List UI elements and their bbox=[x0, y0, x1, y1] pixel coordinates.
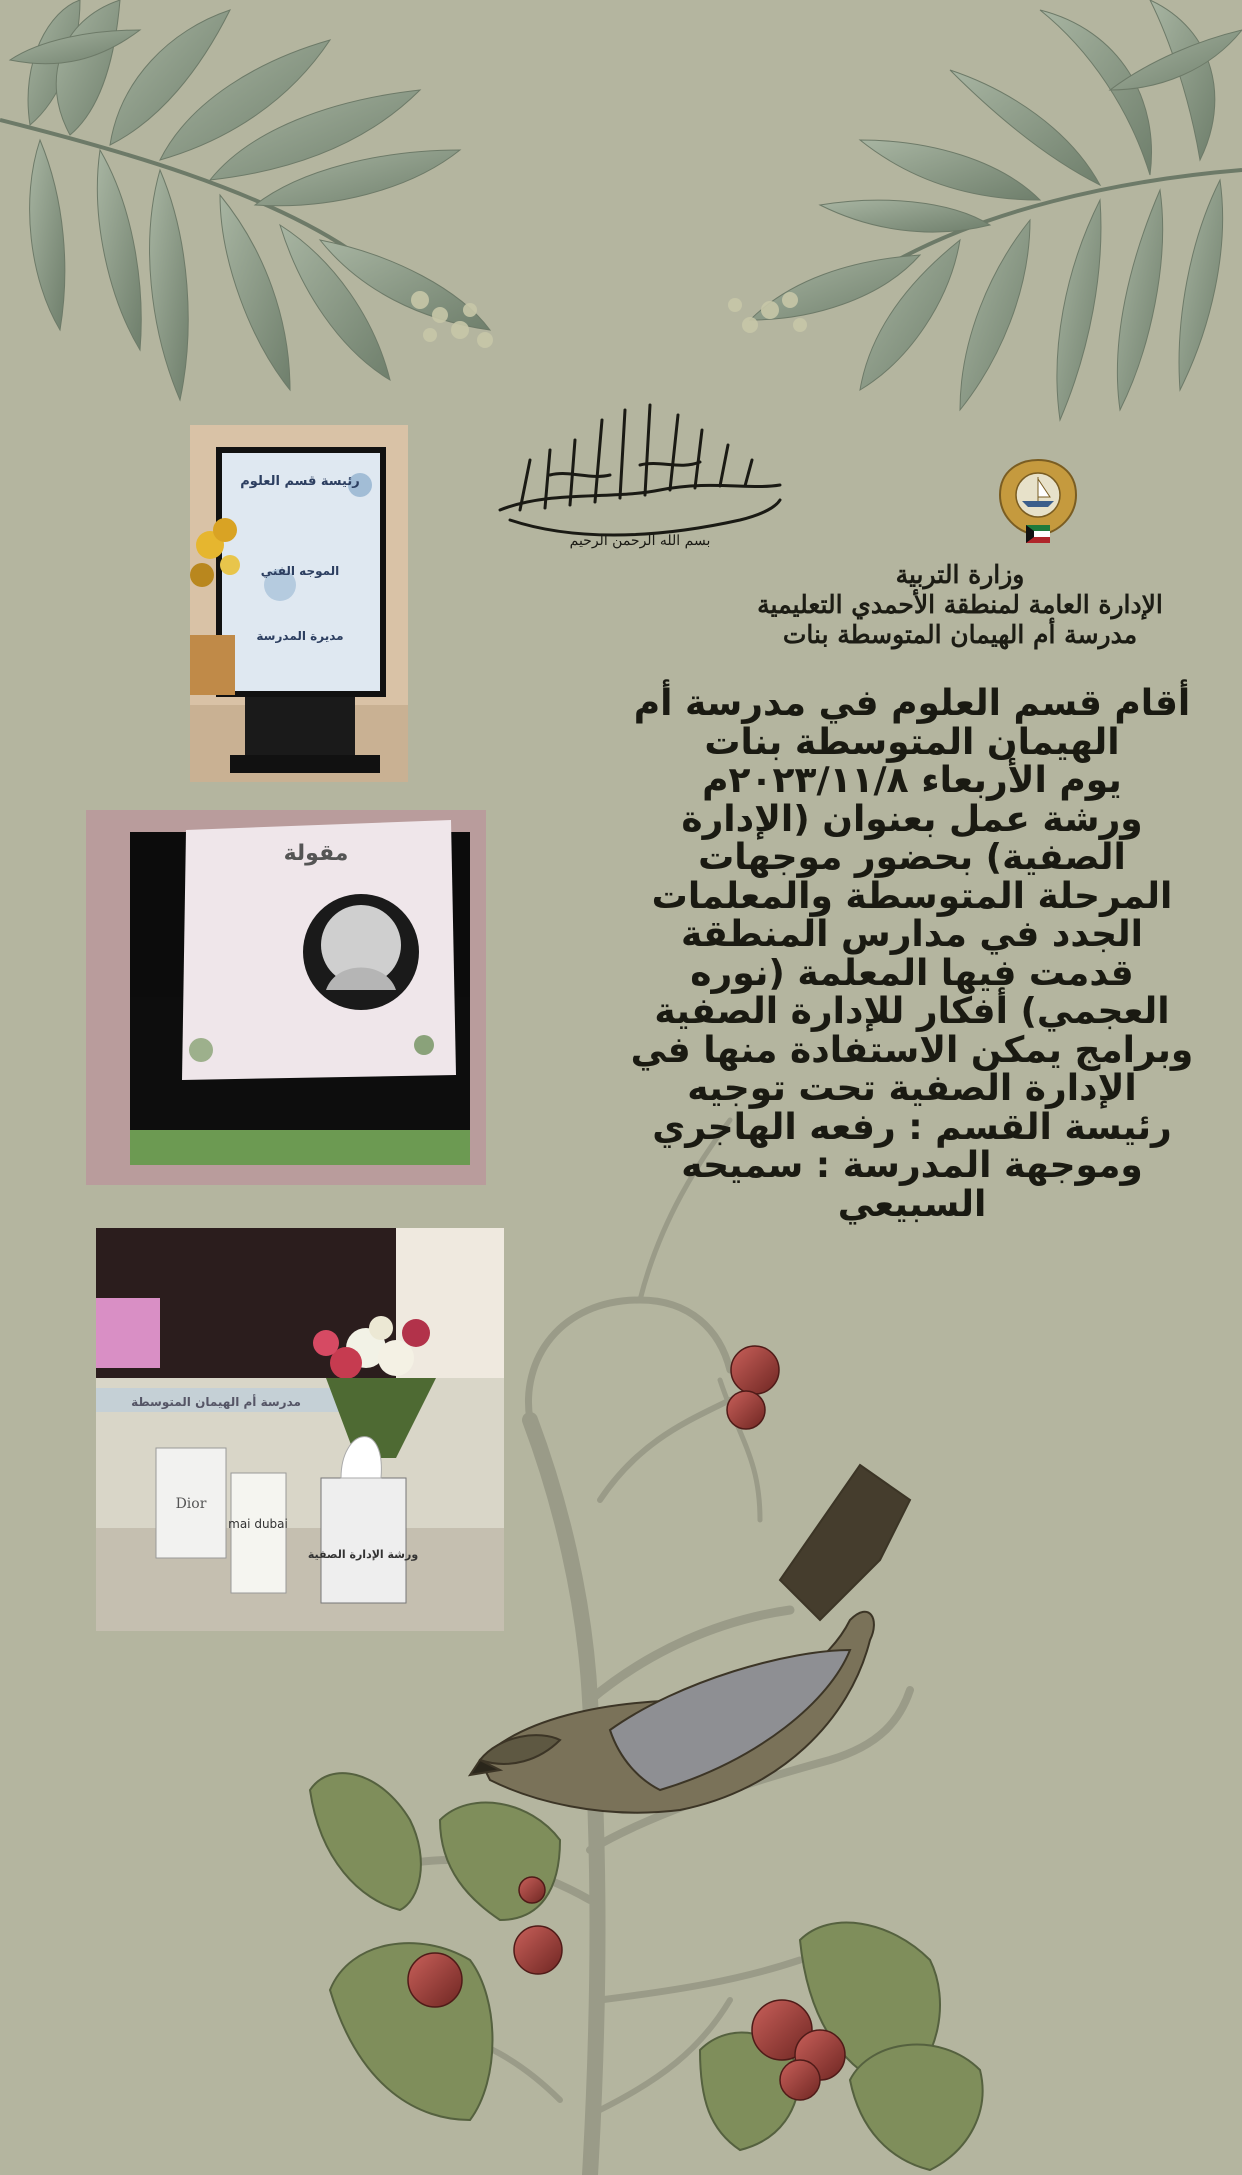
bag-label: Dior bbox=[175, 1496, 207, 1512]
announcement-line: الجدد في مدارس المنطقة bbox=[681, 914, 1143, 955]
announcement-line: العجمي) أفكار للإدارة الصفية bbox=[654, 991, 1170, 1032]
announcement-line: رئيسة القسم : رفعه الهاجري bbox=[652, 1106, 1172, 1148]
photo-projector-screen bbox=[86, 810, 486, 1185]
announcement-line: أقام قسم العلوم في مدرسة أم bbox=[633, 683, 1191, 724]
announcement-line: ورشة عمل بعنوان (الإدارة bbox=[681, 798, 1143, 840]
announcement-line: الصفية) بحضور موجهات bbox=[698, 837, 1126, 878]
announcement-line: الإدارة الصفية تحت توجيه bbox=[687, 1068, 1137, 1109]
screen-line: الموجه الفني bbox=[260, 564, 340, 578]
kuwait-emblem bbox=[990, 455, 1086, 551]
school-name: مدرسة أم الهيمان المتوسطة بنات bbox=[782, 620, 1138, 649]
screen-line: رئيسة قسم العلوم bbox=[240, 474, 360, 489]
announcement-line: يوم الأربعاء ٢٠٢٣/١١/٨م bbox=[702, 760, 1122, 801]
carton-label: mai dubai bbox=[228, 1517, 288, 1531]
announcement-line: وبرامج يمكن الاستفادة منها في bbox=[630, 1029, 1194, 1071]
screen-line: مديرة المدرسة bbox=[256, 629, 344, 643]
announcement-line: الهيمان المتوسطة بنات bbox=[704, 721, 1120, 763]
announcement-line: السبيعي bbox=[837, 1183, 987, 1225]
left-leaf-branch bbox=[0, 0, 490, 400]
hall-banner: مدرسة أم الهيمان المتوسطة bbox=[131, 1395, 301, 1409]
announcement-text bbox=[592, 685, 1232, 1224]
box-label: ورشة الإدارة الصفية bbox=[307, 1548, 419, 1561]
announcement-line: وموجهة المدرسة : سميحه bbox=[681, 1145, 1143, 1186]
header-block bbox=[700, 560, 1220, 650]
announcement-line: المرحلة المتوسطة والمعلمات bbox=[651, 875, 1173, 917]
photo-signage-screen bbox=[190, 425, 408, 782]
photo-hall-table bbox=[96, 1228, 504, 1631]
directorate-name: الإدارة العامة لمنطقة الأحمدي التعليمية bbox=[757, 590, 1163, 619]
bismillah-calligraphy bbox=[490, 390, 790, 550]
ministry-name: وزارة التربية bbox=[895, 560, 1025, 589]
right-leaf-branch bbox=[750, 0, 1242, 420]
bismillah-text: بسم الله الرحمن الرحيم bbox=[569, 533, 711, 549]
announcement-line: قدمت فيها المعلمة (نوره bbox=[690, 952, 1134, 994]
screen-title: مقولة bbox=[283, 841, 349, 866]
